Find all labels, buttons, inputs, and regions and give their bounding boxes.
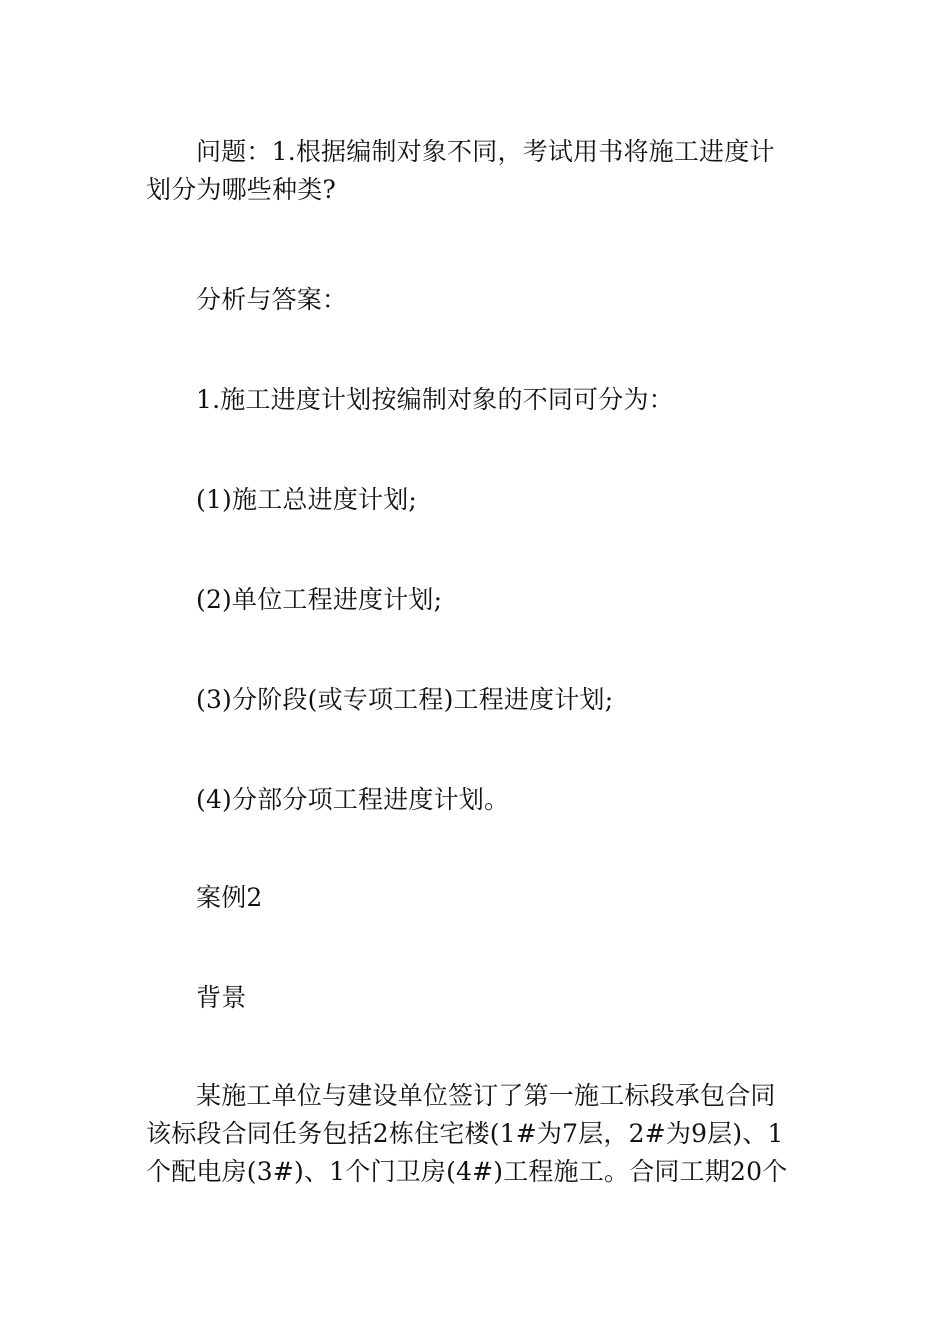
background-line-3: 个配电房(3#)、1个门卫房(4#)工程施工。合同工期20个 xyxy=(146,1157,788,1186)
answer-item-2: (2)单位工程进度计划; xyxy=(196,585,443,614)
question-line-2: 划分为哪些种类? xyxy=(146,175,337,204)
background-line-2: 该标段合同任务包括2栋住宅楼(1#为7层，2#为9层)、1 xyxy=(146,1119,784,1148)
background-paragraph xyxy=(146,1077,806,1191)
background-heading: 背景 xyxy=(196,983,247,1012)
question-line-1: 问题：1.根据编制对象不同，考试用书将施工进度计 xyxy=(196,137,775,166)
case-title: 案例2 xyxy=(196,883,263,912)
question-paragraph xyxy=(146,133,806,209)
answer-item-3: (3)分阶段(或专项工程)工程进度计划; xyxy=(196,685,614,714)
answer-item-4: (4)分部分项工程进度计划。 xyxy=(196,785,510,814)
answer-item-1: (1)施工总进度计划; xyxy=(196,485,418,514)
analysis-heading: 分析与答案： xyxy=(196,285,348,314)
background-line-1: 某施工单位与建设单位签订了第一施工标段承包合同 xyxy=(196,1081,776,1110)
answer-intro: 1.施工进度计划按编制对象的不同可分为： xyxy=(196,385,674,414)
